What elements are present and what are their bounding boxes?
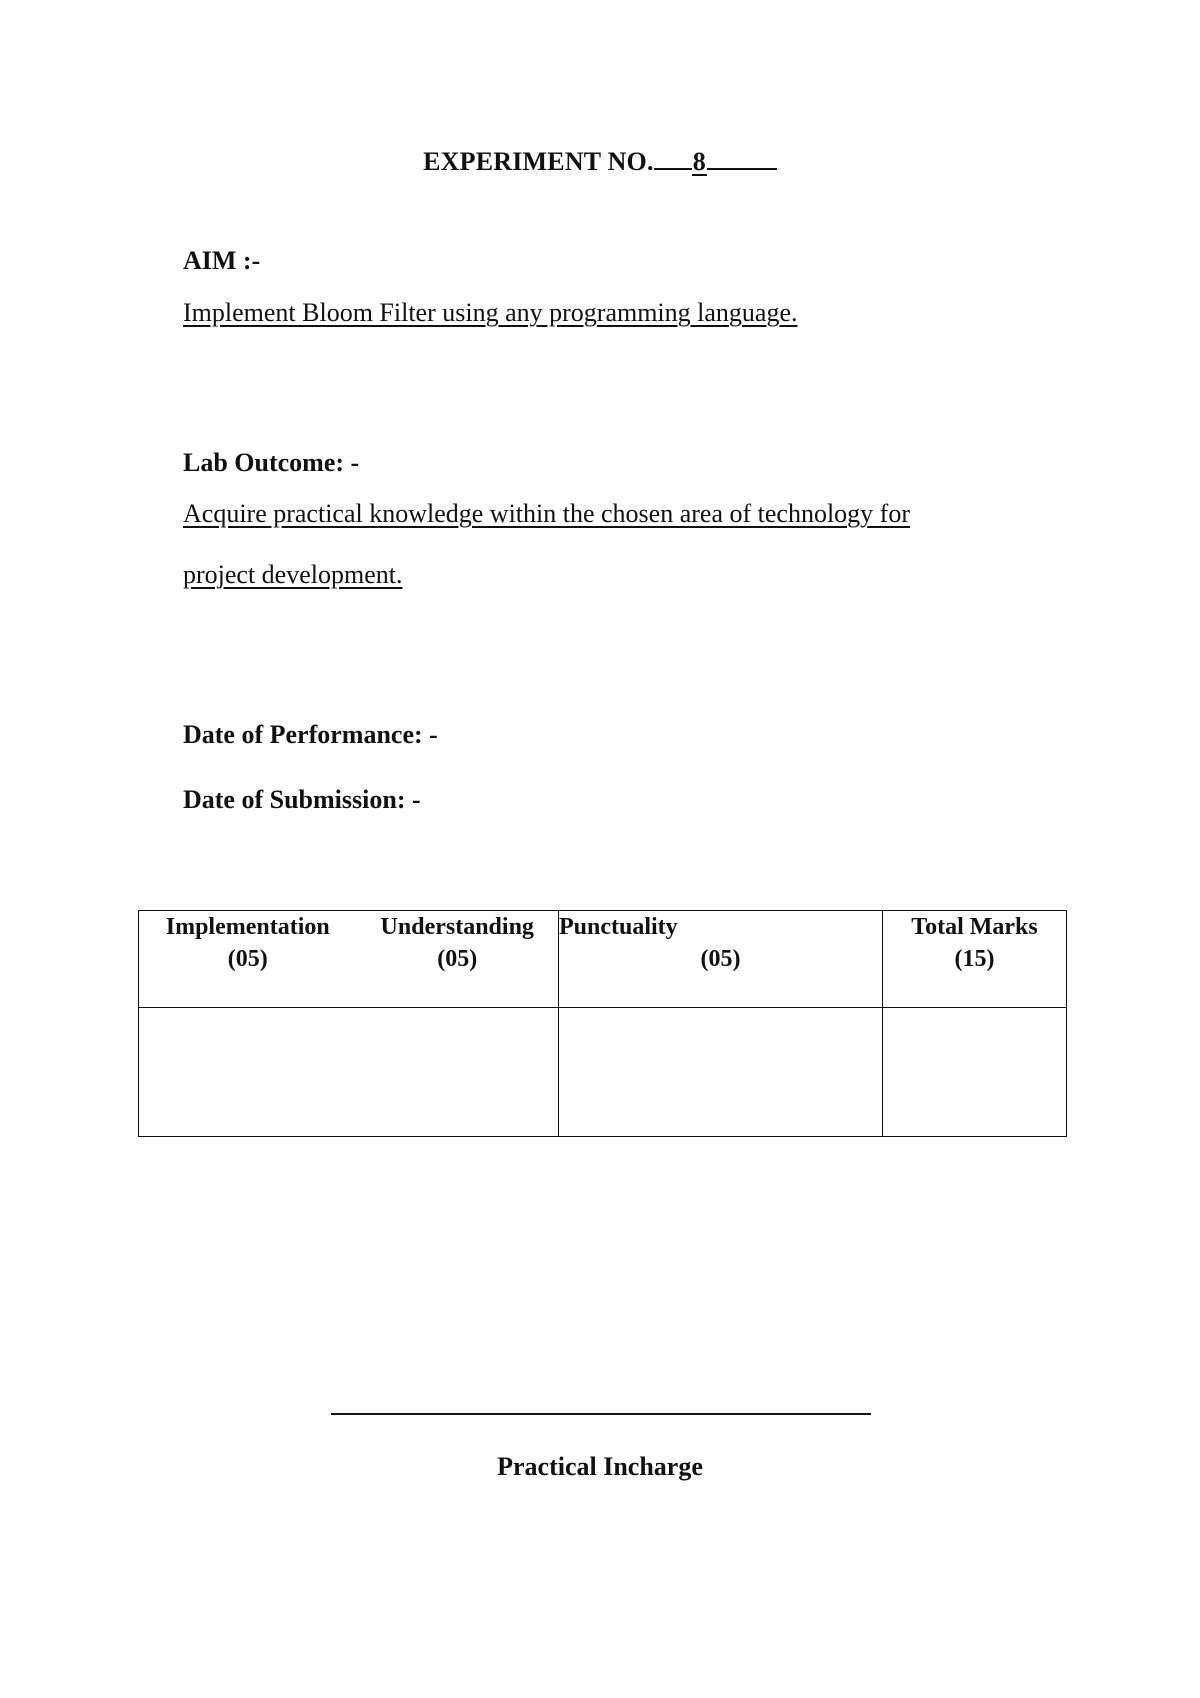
header-cell-implementation-understanding	[139, 911, 559, 1008]
aim-text: Implement Bloom Filter using any programming language.	[183, 298, 798, 327]
title-blank-before	[654, 144, 692, 170]
aim-label: AIM :-	[183, 246, 261, 275]
column-total-marks-name: Total Marks	[911, 914, 1038, 940]
date-of-performance-label: Date of Performance: -	[183, 720, 438, 749]
marks-header-row	[139, 911, 1067, 1008]
marks-table	[138, 910, 1067, 1137]
column-implementation-name: Implementation	[165, 914, 330, 940]
experiment-number: 8	[692, 147, 706, 176]
experiment-title-prefix: EXPERIMENT NO.	[423, 147, 654, 176]
column-punctuality-max: (05)	[700, 946, 741, 972]
column-total-marks-max: (15)	[954, 946, 995, 972]
signature-line	[331, 1413, 871, 1415]
marks-entry-row	[139, 1008, 1067, 1137]
column-implementation	[139, 911, 356, 975]
lab-outcome-text-line1: Acquire practical knowledge within the chosen area of technology for	[183, 499, 910, 528]
header-cell-total-marks	[883, 911, 1067, 1008]
signature-label: Practical Incharge	[497, 1452, 703, 1481]
marks-cell-punctuality[interactable]	[559, 1008, 883, 1137]
header-cell-punctuality	[559, 911, 883, 1008]
experiment-title	[0, 144, 1200, 177]
lab-outcome-text-line2: project development.	[183, 560, 403, 589]
marks-cell-total[interactable]	[883, 1008, 1067, 1137]
column-implementation-max: (05)	[227, 946, 268, 972]
column-punctuality-name: Punctuality	[559, 914, 678, 940]
column-understanding-name: Understanding	[380, 914, 534, 940]
date-of-submission-label: Date of Submission: -	[183, 785, 421, 814]
column-understanding	[356, 911, 558, 975]
marks-cell-implementation-understanding[interactable]	[139, 1008, 559, 1137]
lab-outcome-label: Lab Outcome: -	[183, 448, 360, 477]
column-understanding-max: (05)	[437, 946, 478, 972]
title-blank-after	[707, 144, 777, 170]
